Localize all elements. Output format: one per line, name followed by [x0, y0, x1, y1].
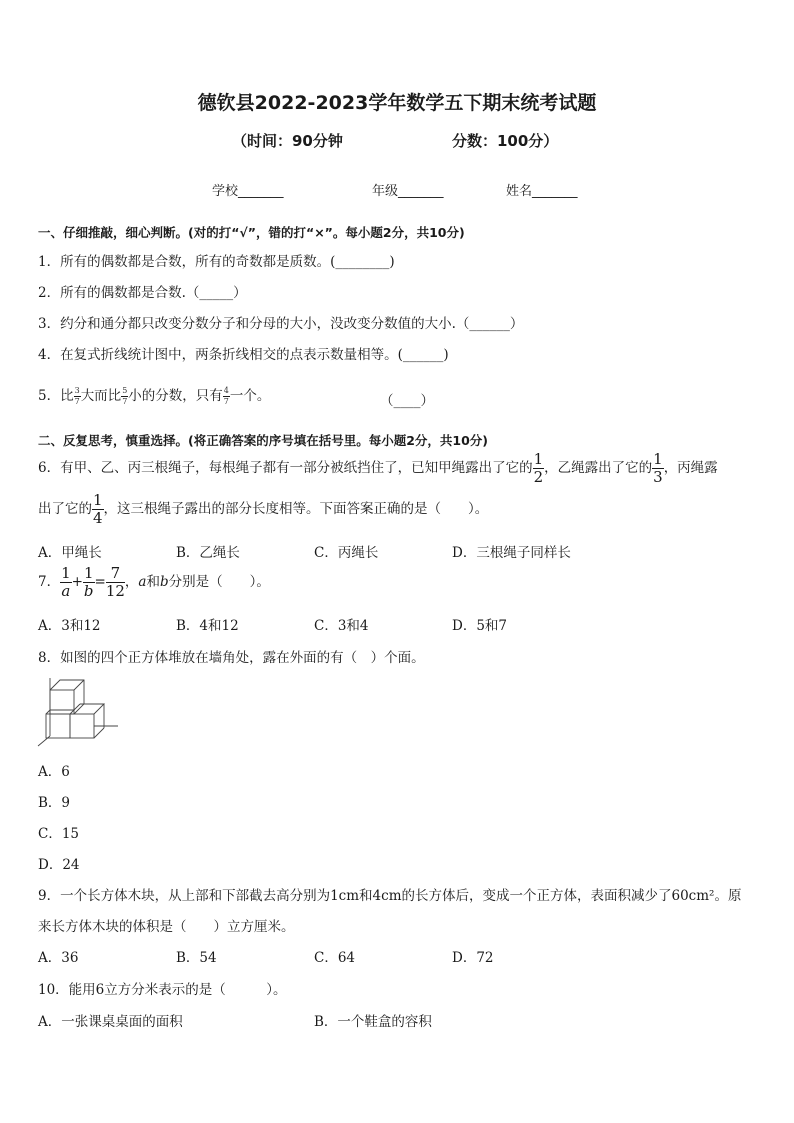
q10-option-b[interactable]: B．一个鞋盒的容积: [314, 1014, 432, 1030]
question-2: 2．所有的偶数都是合数.（_____）: [38, 285, 247, 301]
q6-f2-den: 3: [653, 468, 663, 486]
q8-option-a[interactable]: A．6: [38, 764, 70, 780]
question-10: 10．能用6立方分米表示的是（ ）。: [38, 982, 287, 998]
q7-fraction-2: [83, 566, 95, 599]
q7-f1-den: [60, 583, 72, 599]
school-field[interactable]: 学校_______: [212, 184, 284, 199]
q6-f2-num: 1: [653, 450, 663, 468]
q7-var-b: b: [159, 574, 169, 590]
q5-text-2: 大而比: [80, 388, 122, 404]
stacked-cubes-figure: [36, 670, 120, 750]
q6-text-2: ，乙绳露出了它的: [544, 460, 653, 476]
q9-option-c[interactable]: C．64: [314, 950, 356, 966]
q5-fraction-3: [223, 387, 230, 406]
q5-answer-blank[interactable]: （____）: [380, 393, 434, 409]
q6-text-3: ，丙绳露: [663, 460, 718, 476]
question-5: [38, 384, 270, 406]
q7-comma: ，: [124, 574, 139, 590]
q6-f3-den: 4: [93, 509, 103, 527]
q6-option-c[interactable]: C．丙绳长: [314, 545, 379, 561]
q7-f2-den: [83, 583, 95, 599]
q6-text-1: 6．有甲、乙、丙三根绳子，每根绳子都有一部分被纸挡住了，已知甲绳露出了它的: [38, 460, 533, 476]
exam-title: 德钦县2022-2023学年数学五下期末统考试题: [197, 92, 597, 114]
question-3: 3．约分和通分都只改变分数分子和分母的大小，没改变分数值的大小.（______）: [38, 316, 524, 332]
q5-f1-num: 3: [74, 386, 80, 395]
question-9-line-2: 来长方体木块的体积是（ ）立方厘米。: [38, 919, 295, 935]
section-2-heading: 二、反复思考，慎重选择。(将正确答案的序号填在括号里。每小题2分，共10分): [38, 433, 489, 448]
q7-equals: =: [94, 574, 106, 590]
q7-fraction-1: [60, 566, 72, 599]
q7-plus: +: [71, 574, 83, 590]
q5-text-1: 5．比: [38, 388, 74, 404]
q8-option-b[interactable]: B．9: [38, 795, 71, 811]
q6-option-d[interactable]: D．三根绳子同样长: [452, 545, 571, 561]
q7-and: 和: [146, 574, 160, 590]
question-6-line-1: [38, 452, 718, 485]
q6-f1-den: 2: [533, 468, 544, 486]
q7-option-d[interactable]: D．5和7: [452, 618, 508, 634]
q6-fraction-2: [652, 452, 664, 485]
question-7: [38, 566, 270, 599]
q8-option-c[interactable]: C．15: [38, 826, 80, 842]
q6-f1-num: 1: [533, 450, 544, 468]
q7-option-a[interactable]: A．3和12: [38, 618, 101, 634]
question-1: 1．所有的偶数都是合数，所有的奇数都是质数。(________): [38, 254, 395, 270]
grade-field[interactable]: 年级_______: [372, 184, 444, 199]
q7-f3-num: 7: [106, 566, 125, 583]
q7-f3-den: 12: [105, 582, 125, 600]
q7-f1-num: 1: [61, 564, 71, 582]
q9-option-d[interactable]: D．72: [452, 950, 494, 966]
section-1-heading: 一、仔细推敲，细心判断。(对的打“√”，错的打“×”。每小题2分，共10分): [38, 225, 465, 240]
q5-fraction-1: [74, 387, 81, 406]
q9-option-b[interactable]: B．54: [176, 950, 217, 966]
q7-f2-num: 1: [83, 564, 94, 582]
q7-var-b-den: b: [83, 582, 94, 600]
q6-text-4: 出了它的: [38, 501, 92, 517]
question-8: 8．如图的四个正方体堆放在墙角处，露在外面的有（ ）个面。: [38, 650, 425, 666]
q7-var-a: a: [138, 574, 147, 590]
q7-option-c[interactable]: C．3和4: [314, 618, 369, 634]
q8-option-d[interactable]: D．24: [38, 857, 80, 873]
q5-f3-den: 7: [223, 397, 229, 406]
q5-text-3: 小的分数，只有: [128, 388, 223, 404]
q6-option-b[interactable]: B．乙绳长: [176, 545, 240, 561]
q9-option-a[interactable]: A．36: [38, 950, 79, 966]
q5-f3-num: 4: [223, 386, 229, 395]
q6-text-5: ，这三根绳子露出的部分长度相等。下面答案正确的是（ ）。: [103, 501, 489, 517]
q5-f2-num: 5: [122, 386, 128, 395]
q6-f3-num: 1: [93, 491, 103, 509]
question-6-line-2: [38, 493, 488, 526]
question-4: 4．在复式折线统计图中，两条折线相交的点表示数量相等。(______): [38, 347, 449, 363]
exam-score: 分数：100分）: [452, 132, 559, 150]
q6-fraction-3: [92, 493, 104, 526]
q10-option-a[interactable]: A．一张课桌桌面的面积: [38, 1014, 183, 1030]
q7-tail: 分别是（ ）。: [168, 574, 270, 590]
question-9-line-1: 9．一个长方体木块，从上部和下部截去高分别为1cm和4cm的长方体后，变成一个正方体，表面积减少了60cm²。原: [38, 888, 742, 904]
exam-time: （时间：90分钟: [232, 132, 343, 150]
q6-fraction-1: [533, 452, 545, 485]
q6-option-a[interactable]: A．甲绳长: [38, 545, 102, 561]
q5-f1-den: 7: [74, 397, 80, 406]
q5-f2-den: 7: [122, 397, 128, 406]
q7-number: 7．: [38, 574, 61, 590]
q7-var-a-den: a: [61, 582, 71, 600]
q7-fraction-3: [106, 566, 125, 599]
q5-text-4: 一个。: [229, 388, 271, 404]
q7-option-b[interactable]: B．4和12: [176, 618, 239, 634]
name-field[interactable]: 姓名_______: [506, 184, 578, 199]
